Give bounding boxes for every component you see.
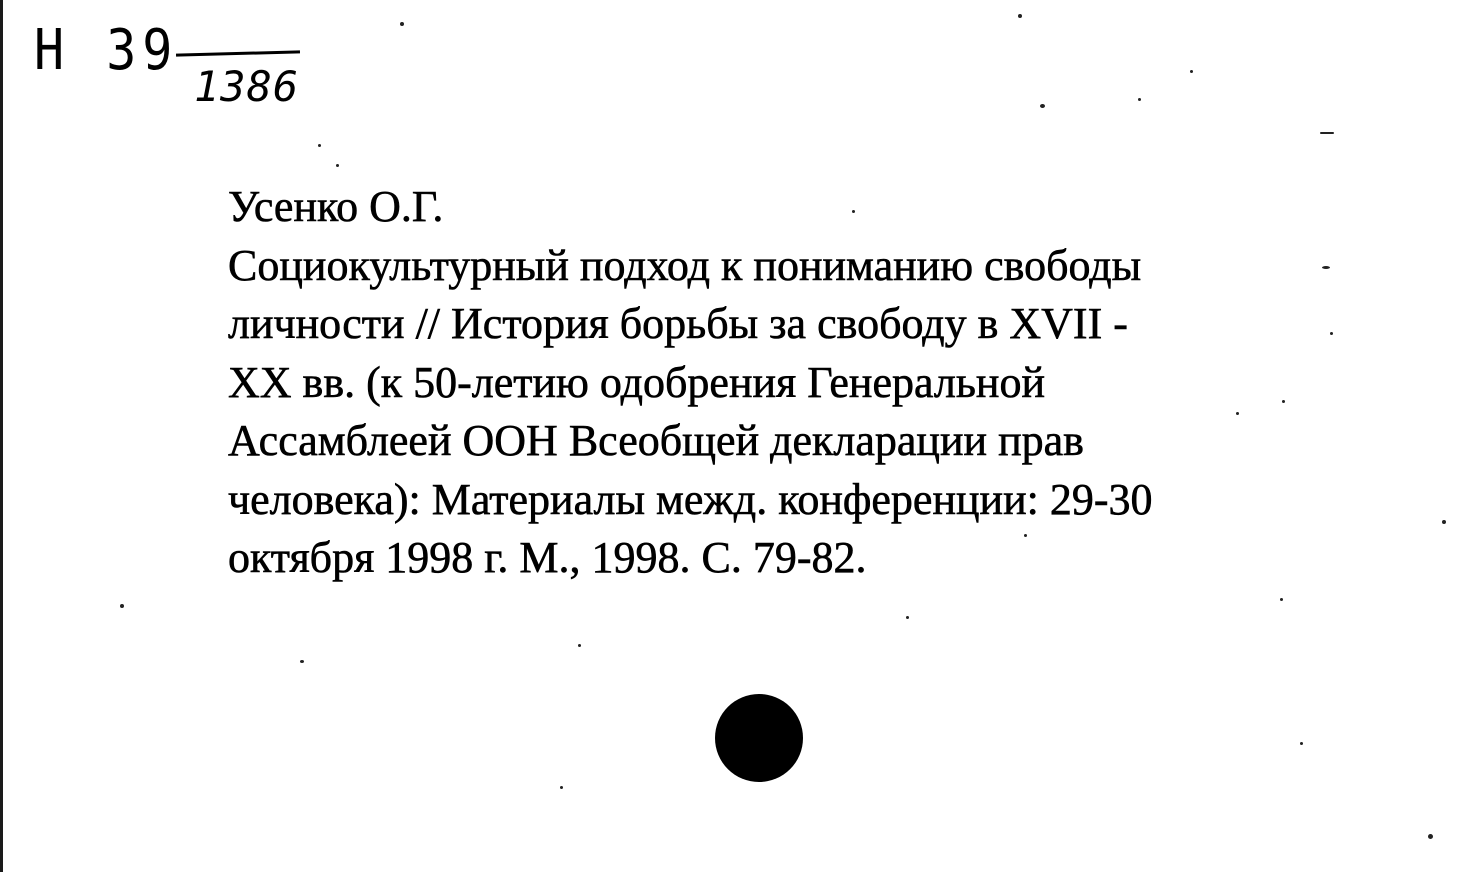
- scan-speck: [1040, 104, 1045, 108]
- scan-speck: [1280, 598, 1283, 601]
- scan-speck: [1322, 266, 1330, 269]
- scan-speck: [120, 604, 124, 608]
- scan-speck: [1330, 332, 1333, 335]
- scan-speck: [318, 144, 321, 147]
- entry-line: октября 1998 г. М., 1998. С. 79-82.: [228, 533, 867, 582]
- scan-speck: [1236, 412, 1239, 415]
- shelf-mark-prefix: Н 39: [34, 17, 179, 83]
- entry-author: Усенко О.Г.: [228, 182, 444, 231]
- scan-speck: [1300, 742, 1303, 745]
- entry-line: XX вв. (к 50-летию одобрения Генеральной: [228, 357, 1046, 407]
- scan-speck: [1018, 14, 1022, 18]
- bibliographic-entry: [228, 178, 1328, 588]
- scan-speck: [1442, 520, 1446, 524]
- scan-speck: [336, 164, 339, 167]
- entry-line: личности // История борьбы за свободу в XVII -: [228, 299, 1128, 348]
- scan-speck: [560, 786, 563, 789]
- punch-hole: [715, 694, 803, 782]
- scan-speck: [1024, 534, 1027, 537]
- entry-line: Ассамблеей ООН Всеобщей декларации прав: [228, 416, 1084, 465]
- scan-speck: [1428, 834, 1433, 839]
- scan-speck: [300, 660, 304, 663]
- scan-speck: [906, 616, 909, 619]
- scan-speck: [400, 22, 404, 26]
- scan-speck: [1320, 132, 1334, 134]
- shelf-mark-number: 1386: [194, 62, 300, 111]
- scan-speck: [1138, 98, 1141, 101]
- scan-speck: [852, 210, 855, 213]
- shelf-mark-fraction-line: [176, 50, 300, 56]
- entry-line: человека): Материалы межд. конференции: 29-30: [228, 474, 1153, 524]
- shelf-mark: [34, 17, 314, 132]
- scan-speck: [578, 644, 581, 647]
- scan-speck: [1190, 70, 1193, 73]
- scan-speck: [1282, 400, 1285, 403]
- card-left-edge: [0, 0, 3, 872]
- entry-line: Социокультурный подход к пониманию свободы: [228, 240, 1142, 290]
